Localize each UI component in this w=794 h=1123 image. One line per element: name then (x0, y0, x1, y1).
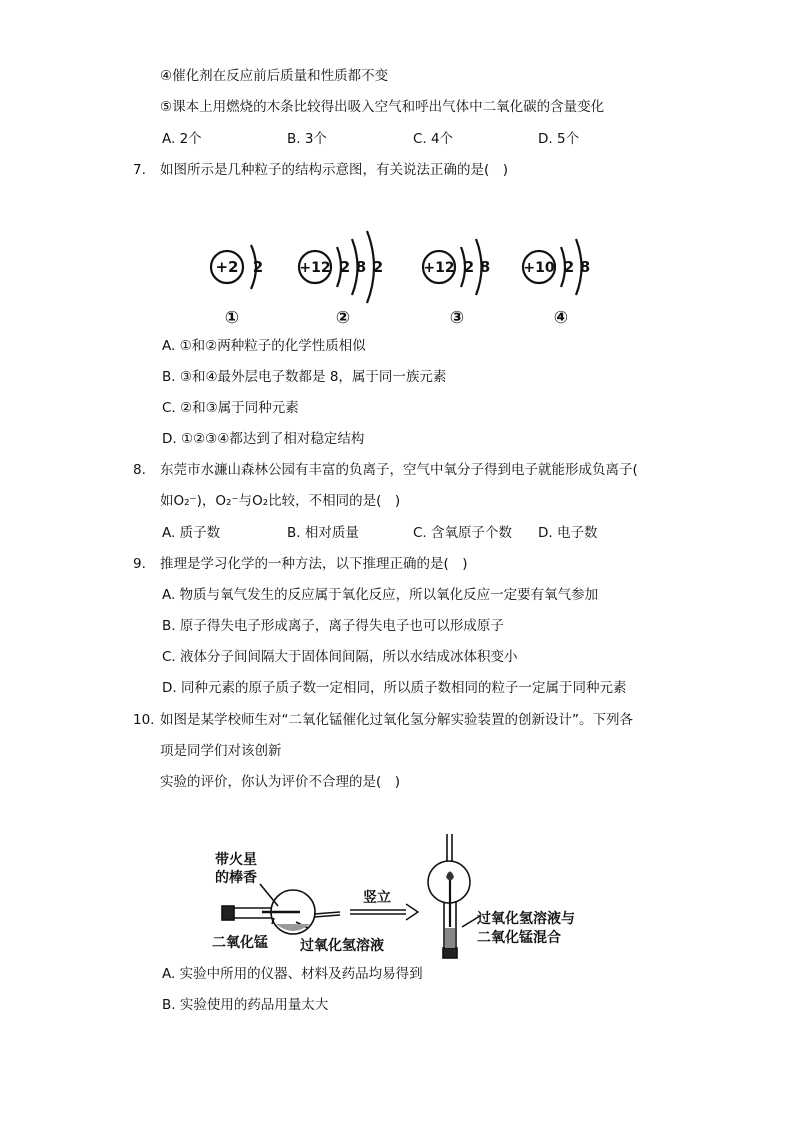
q9-option-b: B. 原子得失电子形成离子，离子得失电子也可以形成原子 (162, 618, 504, 634)
q6-item-4: ④催化剂在反应前后质量和性质都不变 (160, 68, 389, 84)
q7-option-a: A. ①和②两种粒子的化学性质相似 (162, 338, 366, 354)
particle1-label: ① (224, 308, 240, 328)
q8-number: 8. (133, 462, 146, 478)
q6-option-a: A. 2个 (162, 131, 202, 147)
q10-option-b: B. 实验使用的药品用量太大 (162, 997, 329, 1013)
q10-number: 10. (133, 712, 155, 728)
particle2-shell1: 2 (339, 258, 351, 276)
q10-stem-line3: 实验的评价，你认为评价不合理的是( ) (160, 774, 401, 790)
q8-option-b: B. 相对质量 (287, 525, 359, 541)
q7-option-c: C. ②和③属于同种元素 (162, 400, 299, 416)
particle3-nucleus: +12 (423, 260, 455, 276)
q8-option-a: A. 质子数 (162, 525, 221, 541)
q10-stem-line2: 项是同学们对该创新 (160, 743, 282, 759)
q7-number: 7. (133, 162, 146, 178)
particle1-nucleus: +2 (215, 258, 239, 276)
q8-option-d: D. 电子数 (538, 525, 598, 541)
particle1-shell1: 2 (252, 258, 264, 276)
label-mixture-2: 二氧化锰混合 (477, 930, 561, 946)
q10-stem-line1: 如图是某学校师生对“二氧化锰催化过氧化氢分解实验装置的创新设计”。下列各 (160, 712, 633, 728)
q9-option-c: C. 液体分子间间隔大于固体间间隔，所以水结成冰体积变小 (162, 649, 518, 665)
particle4-shell1: 2 (563, 258, 575, 276)
q9-number: 9. (133, 556, 146, 572)
q6-option-b: B. 3个 (287, 131, 327, 147)
particle4-label: ④ (553, 308, 569, 328)
q7-option-d: D. ①②③④都达到了相对稳定结构 (162, 431, 365, 447)
q7-option-b: B. ③和④最外层电子数都是 8，属于同一族元素 (162, 369, 447, 385)
particle2-shell3: 2 (372, 258, 384, 276)
particle3-shell1: 2 (463, 258, 475, 276)
particle2-label: ② (335, 308, 351, 328)
particle4-nucleus: +10 (523, 260, 555, 276)
q10-option-a: A. 实验中所用的仪器、材料及药品均易得到 (162, 966, 423, 982)
label-glowing-stick-1: 带火星 (215, 852, 257, 868)
q6-item-5: ⑤课本上用燃烧的木条比较得出吸入空气和呼出气体中二氧化碳的含量变化 (160, 99, 605, 115)
particle3-shell2: 8 (479, 258, 491, 276)
q7-atom-structure-figure (195, 215, 615, 335)
label-mixture-1: 过氧化氢溶液与 (477, 911, 575, 927)
q9-option-a: A. 物质与氧气发生的反应属于氧化反应，所以氧化反应一定要有氧气参加 (162, 587, 599, 603)
q9-option-d: D. 同种元素的原子质子数一定相同，所以质子数相同的粒子一定属于同种元素 (162, 680, 627, 696)
particle2-shell2: 8 (355, 258, 367, 276)
particle2-nucleus: +12 (299, 260, 331, 276)
q9-stem: 推理是学习化学的一种方法，以下推理正确的是( ) (160, 556, 468, 572)
q8-option-c: C. 含氧原子个数 (413, 525, 513, 541)
label-mno2: 二氧化锰 (212, 935, 268, 951)
q6-option-d: D. 5个 (538, 131, 580, 147)
particle4-shell2: 8 (579, 258, 591, 276)
q8-stem-line2: 如O₂⁻)，O₂⁻与O₂比较，不相同的是( ) (160, 493, 401, 509)
q8-stem-line1: 东莞市水濂山森林公园有丰富的负离子，空气中氧分子得到电子就能形成负离子( (160, 462, 638, 478)
particle3-label: ③ (449, 308, 465, 328)
label-glowing-stick-2: 的棒香 (215, 870, 257, 886)
label-arrow-upright: 竖立 (363, 890, 391, 906)
label-h2o2-solution: 过氧化氢溶液 (300, 938, 384, 954)
q6-option-c: C. 4个 (413, 131, 454, 147)
q10-apparatus-figure (200, 832, 620, 967)
q7-stem: 如图所示是几种粒子的结构示意图，有关说法正确的是( ) (160, 162, 509, 178)
